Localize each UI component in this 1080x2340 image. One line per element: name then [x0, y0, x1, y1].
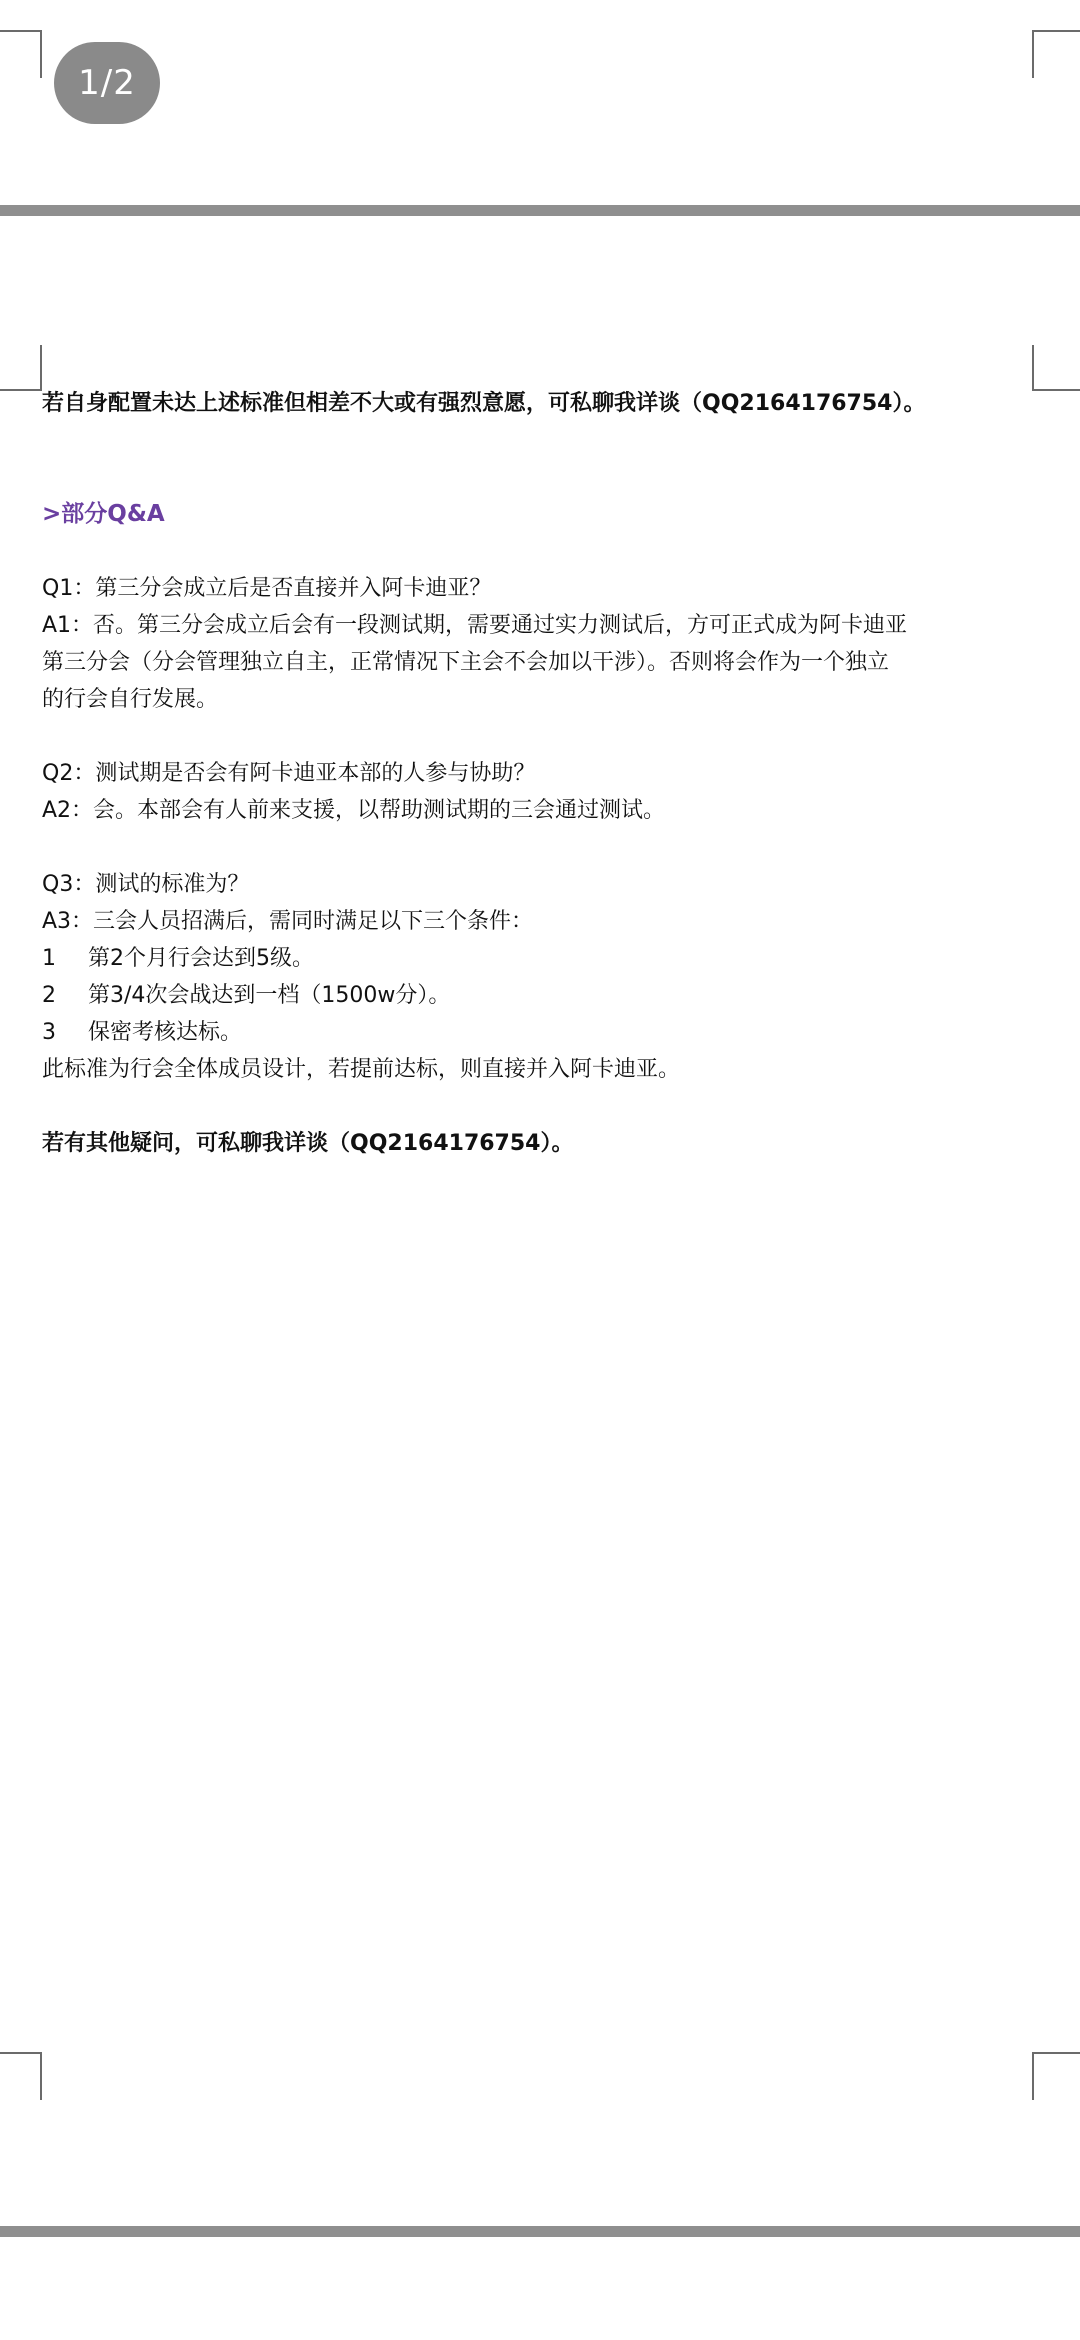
answer-line: A1：否。第三分会成立后会有一段测试期，需要通过实力测试后，方可正式成为阿卡迪亚 — [42, 613, 908, 638]
condition-text: 第2个月行会达到5级。 — [88, 946, 314, 971]
condition-item — [42, 940, 1032, 977]
condition-item — [42, 977, 1032, 1014]
page-corner-mark — [0, 345, 42, 391]
page-corner-mark — [1032, 345, 1080, 391]
intro-text: 若自身配置未达上述标准但相差不大或有强烈意愿，可私聊我详谈（QQ2164176754）。 — [42, 391, 926, 416]
condition-text: 第3/4次会战达到一档（1500w分）。 — [88, 983, 451, 1008]
page-corner-mark — [1032, 30, 1080, 78]
qa-item-2 — [42, 755, 1032, 829]
question: Q1：第三分会成立后是否直接并入阿卡迪亚？ — [42, 576, 492, 601]
condition-item — [42, 1014, 1032, 1051]
page-corner-mark — [0, 30, 42, 78]
page-corner-mark — [0, 2052, 42, 2100]
answer-line: A3：三会人员招满后，需同时满足以下三个条件： — [42, 909, 534, 934]
page-indicator: 1/2 — [54, 42, 160, 124]
answer-line: 的行会自行发展。 — [42, 687, 219, 712]
qa-item-1 — [42, 570, 1032, 718]
qa-item-3 — [42, 866, 1032, 1088]
condition-number: 2 — [42, 983, 56, 1008]
page-divider — [0, 205, 1080, 216]
condition-text: 保密考核达标。 — [88, 1020, 243, 1045]
closing-text: 若有其他疑问，可私聊我详谈（QQ2164176754）。 — [42, 1131, 574, 1156]
document-body — [42, 385, 1032, 1162]
condition-number: 1 — [42, 946, 56, 971]
answer-line: A2：会。本部会有人前来支援，以帮助测试期的三会通过测试。 — [42, 798, 666, 823]
standard-note: 此标准为行会全体成员设计，若提前达标，则直接并入阿卡迪亚。 — [42, 1057, 681, 1082]
question: Q3：测试的标准为？ — [42, 872, 250, 897]
condition-number: 3 — [42, 1020, 56, 1045]
question: Q2：测试期是否会有阿卡迪亚本部的人参与协助？ — [42, 761, 536, 786]
page-divider — [0, 2226, 1080, 2237]
page-corner-mark — [1032, 2052, 1080, 2100]
answer-line: 第三分会（分会管理独立自主，正常情况下主会不会加以干涉）。否则将会作为一个独立 — [42, 650, 890, 675]
section-title: >部分Q&A — [42, 501, 165, 527]
